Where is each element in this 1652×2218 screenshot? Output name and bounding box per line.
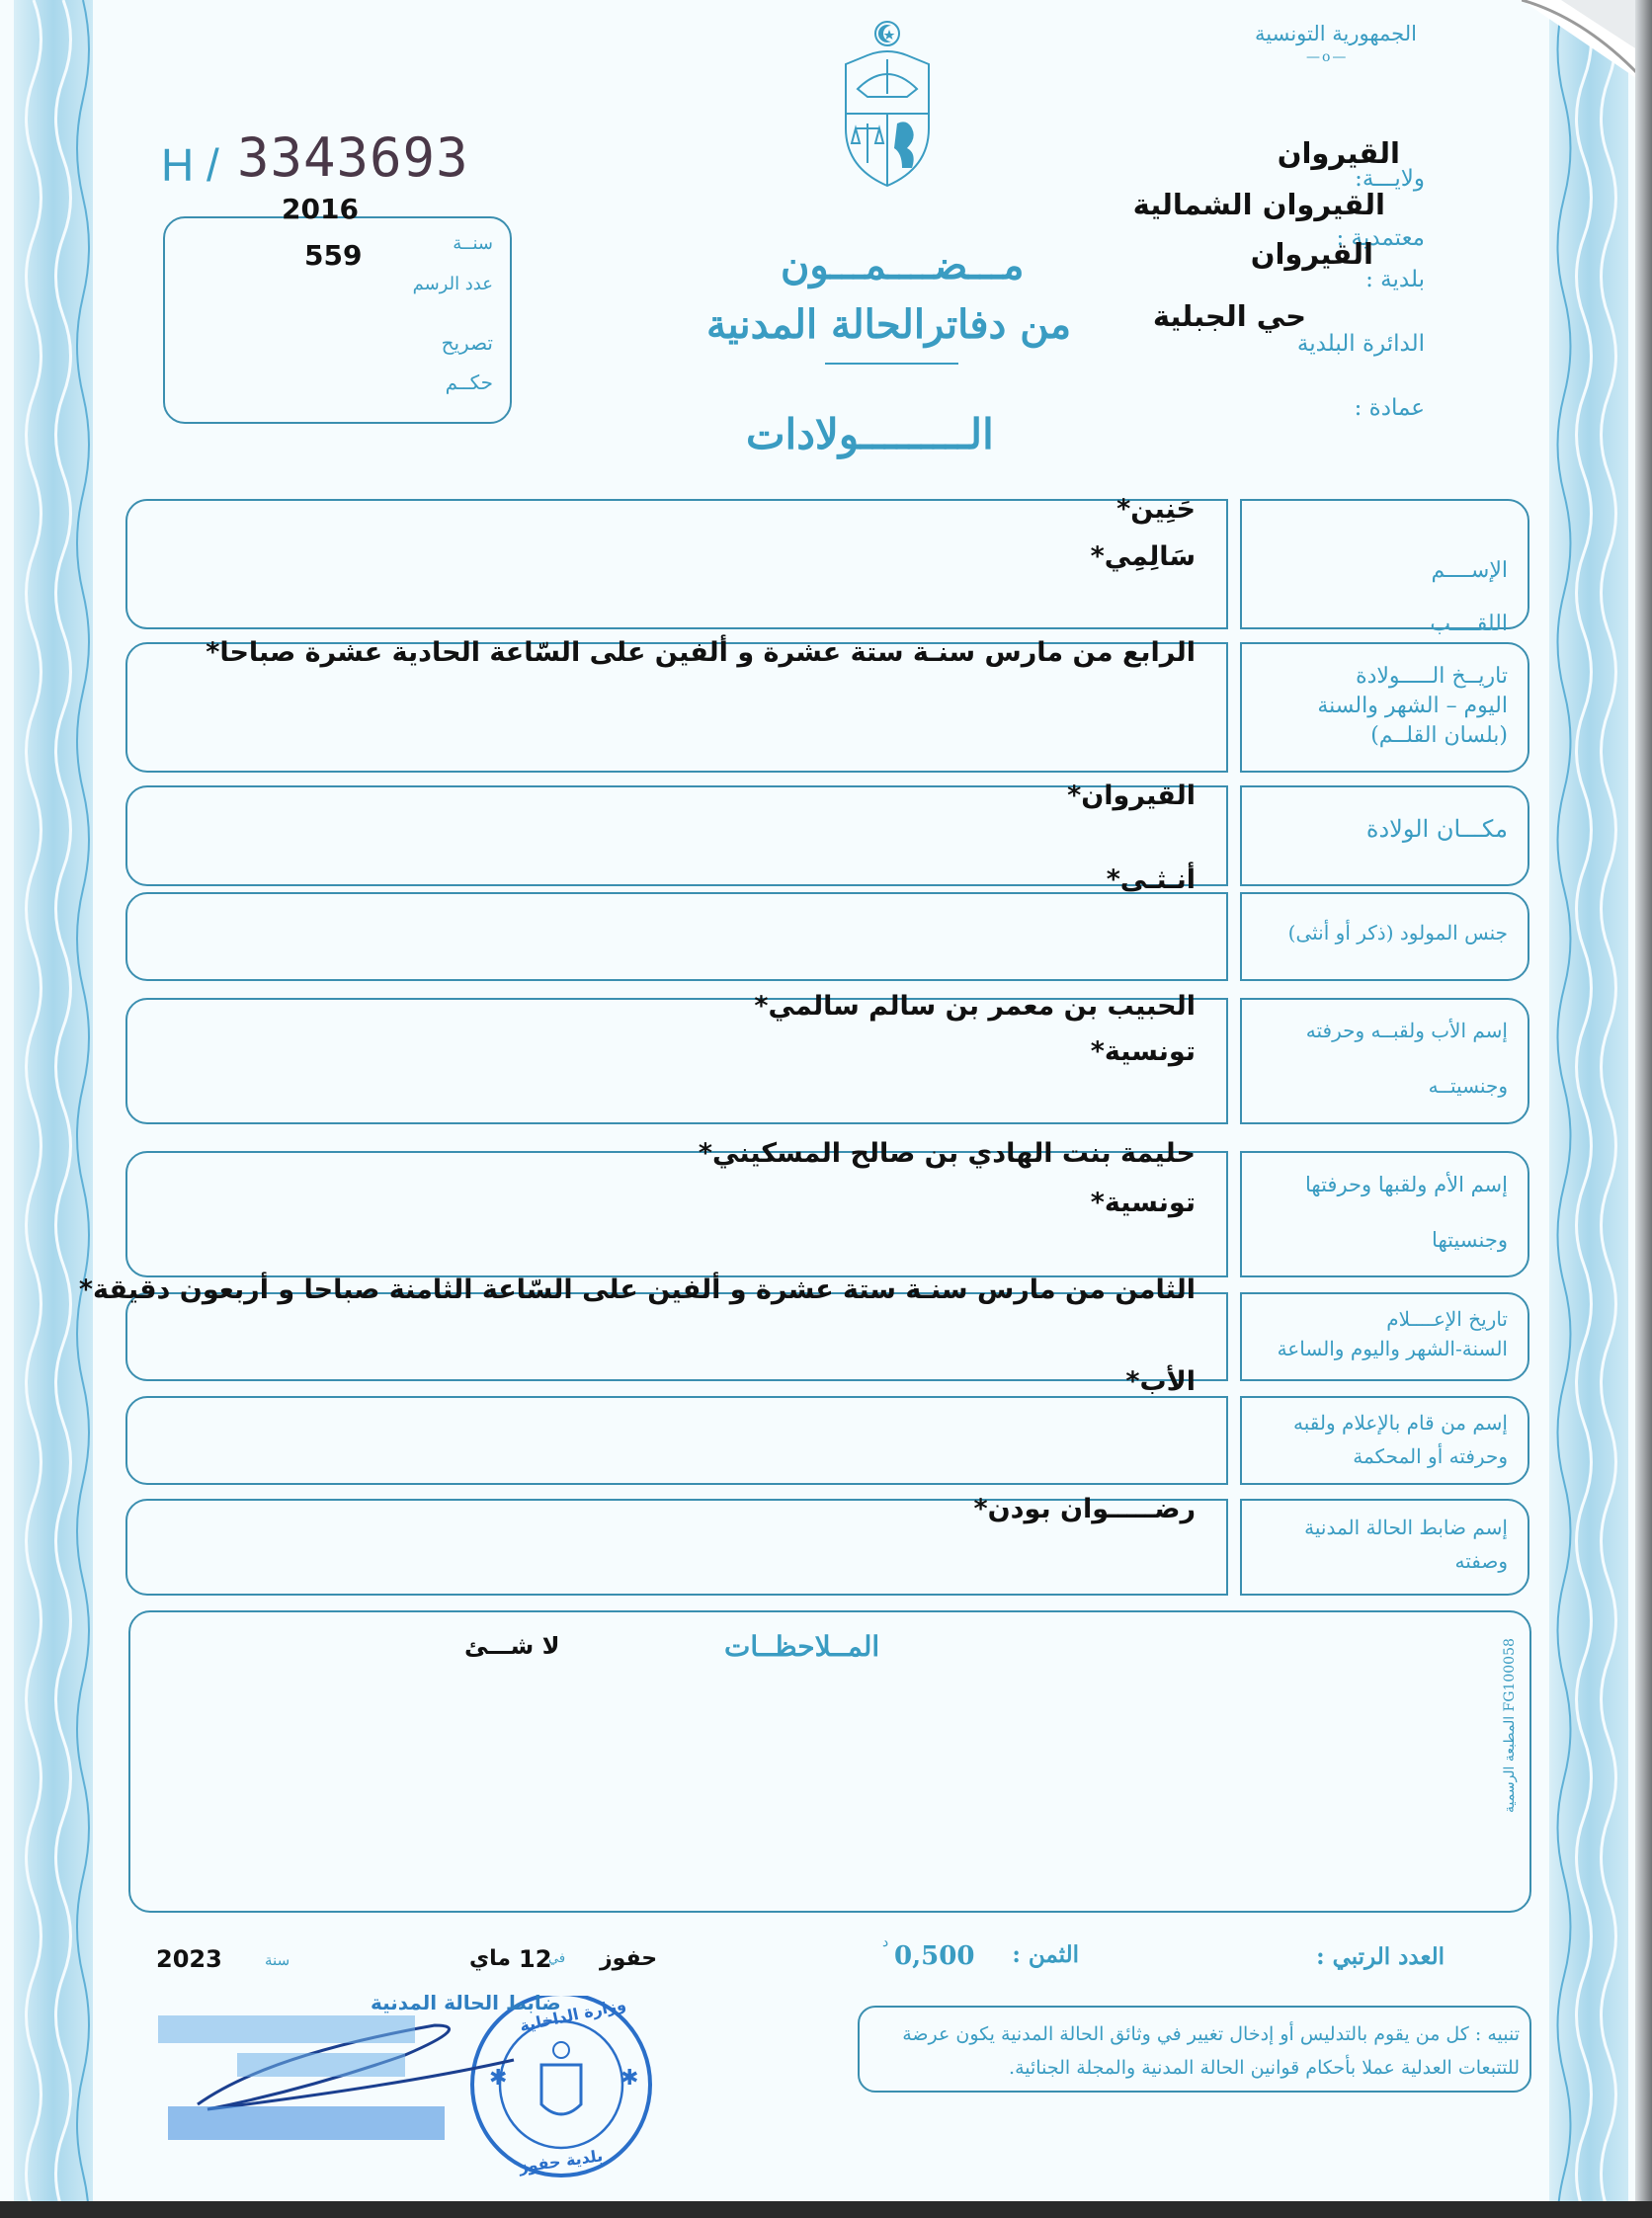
municipal-district-label: الدائرة البلدية <box>1296 331 1425 357</box>
field-label: تاريخ الإعــــلام <box>1386 1307 1508 1331</box>
field-value: رضـــــوان بودن* <box>973 1494 1196 1524</box>
serial-prefix: H / <box>161 139 219 191</box>
registry-record-number-value: 559 <box>304 239 363 272</box>
issue-year-label: سنة <box>265 1951 290 1969</box>
registry-record-number-label: عدد الرسم <box>412 274 493 294</box>
price-value: 0,500 <box>894 1941 975 1971</box>
sector-label: عمادة : <box>1354 395 1425 421</box>
field-label: إسم من قام بالإعلام ولقبه <box>1293 1411 1508 1435</box>
issue-in-word: في <box>548 1951 566 1966</box>
field-value: تونسية* <box>1090 1188 1196 1218</box>
price-label: الثمن : <box>1012 1941 1079 1968</box>
field-value: الثامن من مارس سنـة ستة عشرة و ألفين على السّاعة الثامنة صباحا و أربعون دقيقة* <box>78 1274 1196 1305</box>
title-line-2: من دفاترالحالة المدنية <box>706 301 1072 348</box>
guilloche-border-left <box>14 0 93 2201</box>
field-label: الإســــم <box>1431 558 1508 583</box>
field-label: إسم الأم ولقبها وحرفتها <box>1305 1173 1508 1196</box>
field-value: الحبيب بن معمر بن سالم سالمي* <box>754 991 1196 1022</box>
issue-year-value: 2023 <box>156 1945 222 1973</box>
field-value-box <box>125 1396 1228 1485</box>
printer-mark: المطبعة الرسمية FG100058 <box>1502 1638 1518 1813</box>
delegation-label: معتمدية : <box>1336 225 1425 251</box>
registry-year-value: 2016 <box>282 193 359 225</box>
svg-text:✱: ✱ <box>489 2066 508 2091</box>
field-value-box <box>125 499 1228 629</box>
field-label-box <box>1240 1499 1529 1596</box>
delegation-value: القيروان الشمالية <box>1132 188 1385 221</box>
field-value: تونسية* <box>1090 1036 1196 1067</box>
municipal-district-value: حي الجبلية <box>1152 299 1306 333</box>
republic-title: الجمهورية التونسية <box>1255 22 1417 45</box>
field-label: وجنسيتــه <box>1428 1074 1508 1098</box>
guilloche-border-right <box>1549 0 1628 2201</box>
field-value: سَالِمِي* <box>1090 541 1196 572</box>
field-label: اللقــــب <box>1430 612 1508 636</box>
title-underline <box>825 363 958 365</box>
folded-corner <box>1522 0 1652 89</box>
field-value: الأب* <box>1125 1366 1196 1397</box>
issue-day: 12 <box>519 1945 552 1973</box>
field-label: (بلسان القلــم) <box>1370 723 1508 748</box>
title-line-1: مـــضــــمـــون <box>781 242 1025 288</box>
field-value: حليمة بنت الهادي بن صالح المسكيني* <box>698 1138 1196 1169</box>
field-label: اليوم – الشهر والسنة <box>1317 694 1508 718</box>
serial-order-label: العدد الرتبي : <box>1316 1943 1445 1970</box>
notice-text: تنبيه : كل من يقوم بالتدليس أو إدخال تغيير في وثائق الحالة المدنية يكون عرضة للتتبعات العدلية عملا بأحكام قوانين الحالة المدنية والمجلة الجنائية. <box>902 2023 1520 2079</box>
field-label: وجنسيتها <box>1432 1228 1508 1252</box>
official-stamp <box>148 1996 702 2193</box>
stamp-municipality-text: بلدية حفوز <box>518 2146 605 2177</box>
field-value: القيروان* <box>1067 780 1196 811</box>
scan-edge-right <box>1635 0 1652 2218</box>
municipality-value: القيروان <box>1250 237 1373 271</box>
stamp-ministry-text: وزارة الداخلية <box>518 1994 628 2036</box>
remarks-label: المــلاحظــات <box>724 1630 880 1663</box>
field-label: إسم الأب ولقبــه وحرفته <box>1305 1019 1508 1042</box>
field-value-box <box>125 892 1228 981</box>
municipality-label: بلدية : <box>1365 267 1425 292</box>
scan-edge-bottom <box>0 2201 1652 2218</box>
serial-number: 3343693 <box>237 126 469 189</box>
field-label: وصفته <box>1454 1549 1508 1573</box>
registry-declaration-label: تصريح <box>441 331 493 355</box>
registry-judgment-label: حكــم <box>445 370 493 394</box>
price-unit: د <box>882 1934 889 1950</box>
field-value-box <box>125 1292 1228 1381</box>
field-label: مكـــان الولادة <box>1365 815 1508 843</box>
field-label: السنة-الشهر واليوم والساعة <box>1277 1337 1508 1360</box>
field-value-box <box>125 1151 1228 1277</box>
issue-place: حفوز <box>600 1946 658 1971</box>
stamp-officer-title: ضابط الحالة المدنية <box>371 1991 561 2014</box>
issue-month: ماي <box>469 1946 512 1971</box>
governorate-value: القيروان <box>1277 136 1400 170</box>
field-label: جنس المولود (ذكر أو أنثى) <box>1287 921 1508 945</box>
coat-of-arms-icon <box>838 20 937 188</box>
section-title: الـــــــــولادات <box>746 410 994 458</box>
field-value: الرابع من مارس سنـة ستة عشرة و ألفين على السّاعة الحادية عشرة صباحا* <box>206 637 1196 668</box>
field-value: حَنِين* <box>1116 494 1196 525</box>
field-value-box <box>125 785 1228 886</box>
governorate-label: ولايـــة: <box>1355 166 1425 192</box>
remarks-value: لا شـــئ <box>464 1632 560 1660</box>
svg-text:✱: ✱ <box>620 2066 639 2091</box>
republic-ornament: —o— <box>1306 49 1349 65</box>
field-label: وحرفته أو المحكمة <box>1353 1444 1508 1468</box>
field-label: إسم ضابط الحالة المدنية <box>1304 1516 1508 1539</box>
field-label: تاريــخ الـــــولادة <box>1356 664 1508 689</box>
field-value: أنـثـى* <box>1106 864 1196 895</box>
registry-year-label: سنــة <box>453 233 493 254</box>
